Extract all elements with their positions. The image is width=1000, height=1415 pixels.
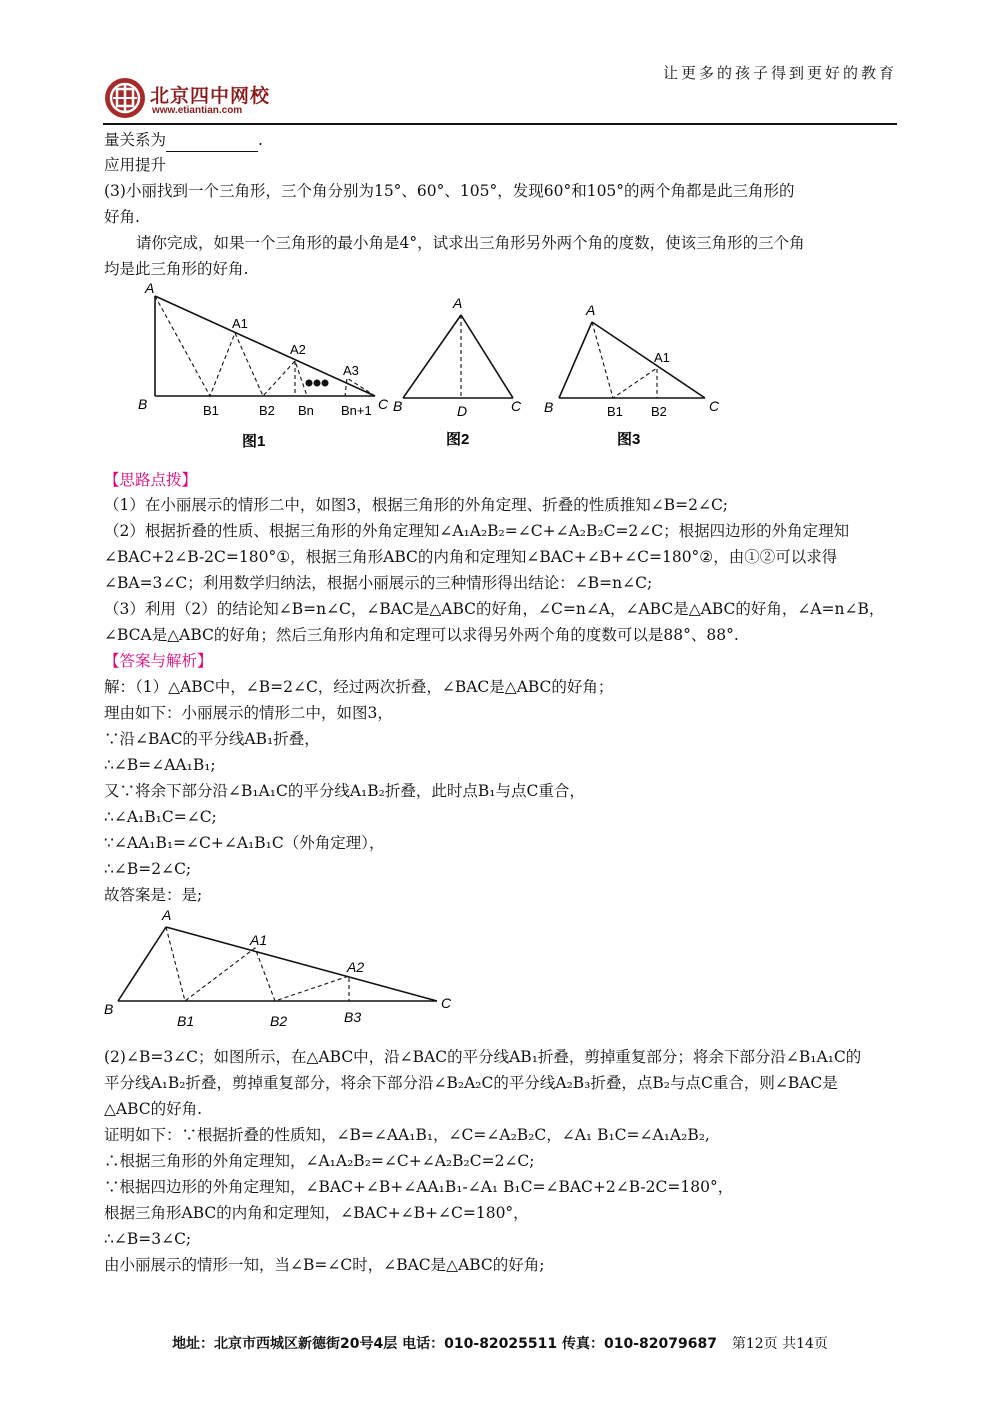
answer-line: ∴∠A₁B₁C=∠C; [104, 808, 217, 826]
logo-text: 北京四中网校 [150, 85, 271, 107]
footer-address: 地址：北京市西城区新德街20号4层 电话：010-82025511 传真：010-82079687 [172, 1336, 717, 1352]
header-divider [103, 123, 897, 125]
hint-line: ∠BA=3∠C；利用数学归纳法，根据小丽展示的三种情形得出结论：∠B=n∠C; [104, 574, 653, 592]
proof-line: 由小丽展示的情形一知，当∠B=∠C时，∠BAC是△ABC的好角; [104, 1256, 545, 1274]
hint-line: （2）根据折叠的性质、根据三角形的外角定理知∠A₁A₂B₂=∠C+∠A₂B₂C=2∠C；根据四边形的外角定理知 [104, 522, 850, 540]
label-B: B [393, 398, 403, 414]
label-Bn1: Bn+1 [341, 403, 372, 418]
text-line: 应用提升 [104, 156, 167, 174]
label-B1: B1 [607, 404, 623, 419]
text-line: 好角. [104, 208, 140, 226]
label-C: C [378, 396, 389, 412]
label-A: A [586, 302, 596, 318]
proof-line: ∴根据三角形的外角定理知，∠A₁A₂B₂=∠C+∠A₂B₂C=2∠C; [104, 1152, 535, 1170]
label-B: B [104, 1001, 114, 1017]
text-line: 量关系为 . [104, 128, 263, 152]
answer-line: 又∵将余下部分沿∠B₁A₁C的平分线A₁B₂折叠，此时点B₁与点C重合， [104, 782, 585, 800]
label-A: A [453, 295, 463, 311]
label-B1: B1 [203, 403, 219, 418]
proof-line: ∵根据四边形的外角定理知，∠BAC+∠B+∠AA₁B₁-∠A₁ B₁C=∠BAC+2∠B-2C=180°， [104, 1178, 734, 1196]
answer-line: 解：（1）△ABC中，∠B=2∠C，经过两次折叠，∠BAC是△ABC的好角； [104, 678, 614, 696]
label-B3: B3 [344, 1009, 362, 1025]
answer-line: ∵沿∠BAC的平分线AB₁折叠， [104, 730, 320, 748]
proof-line: 证明如下：∵根据折叠的性质知，∠B=∠AA₁B₁，∠C=∠A₂B₂C，∠A₁ B₁C=∠A₁A₂B₂, [104, 1126, 710, 1144]
label-Bn: Bn [298, 403, 314, 418]
proof-line: 根据三角形ABC的内角和定理知，∠BAC+∠B+∠C=180°， [104, 1204, 529, 1222]
answer-line: 故答案是：是; [104, 886, 203, 904]
label-B: B [544, 399, 554, 415]
label-B2: B2 [259, 403, 275, 418]
answer-blank [166, 135, 258, 152]
hint-line: ∠BCA是△ABC的好角；然后三角形内角和定理可以求得另外两个角的度数可以是88°、88°. [104, 626, 739, 644]
hint-line: （1）在小丽展示的情形二中，如图3，根据三角形的外角定理、折叠的性质推知∠B=2∠C; [104, 496, 729, 514]
label-B: B [138, 396, 148, 412]
logo-url: www.etiantian.com [152, 105, 243, 116]
answer-line: ∴∠B=∠AA₁B₁; [104, 756, 216, 774]
label-C: C [441, 995, 452, 1011]
answer-figure [100, 905, 470, 1030]
label-A: A [145, 280, 155, 296]
hint-line: （3）利用（2）的结论知∠B=n∠C，∠BAC是△ABC的好角，∠C=n∠A，∠ABC是△ABC的好角，∠A=n∠B， [104, 600, 885, 618]
answer-line: ∴∠B=2∠C; [104, 860, 192, 878]
figure-2 [393, 295, 522, 448]
hint-title: 【思路点拨】 [104, 471, 198, 489]
answer-line: ∵∠AA₁B₁=∠C+∠A₁B₁C（外角定理）， [104, 834, 385, 852]
label-C: C [709, 398, 720, 414]
figure-3 [544, 302, 720, 448]
proof-line: (2)∠B=3∠C；如图所示，在△ABC中，沿∠BAC的平分线AB₁折叠，剪掉重复部分；将余下部分沿∠B₁A₁C的 [104, 1048, 862, 1066]
page-footer [0, 1333, 1000, 1353]
text-line: (3)小丽找到一个三角形，三个角分别为15°、60°、105°，发现60°和105°的两个角都是此三角形的 [104, 182, 795, 200]
answer-title: 【答案与解析】 [104, 652, 213, 670]
label-B2: B2 [651, 404, 667, 419]
label-A2: A2 [347, 959, 365, 975]
header-slogan: 让更多的孩子得到更好的教育 [662, 64, 897, 82]
geometry-figures [135, 278, 755, 458]
figure-3-caption: 图3 [617, 431, 641, 448]
figure-2-caption: 图2 [446, 431, 470, 448]
label-D: D [457, 403, 468, 419]
footer-page-number: 第12页 共14页 [731, 1336, 828, 1352]
label-A1: A1 [654, 350, 670, 365]
label-A3: A3 [343, 363, 359, 378]
answer-line: 理由如下：小丽展示的情形二中，如图3， [104, 704, 393, 722]
text-line: 请你完成，如果一个三角形的最小角是4°，试求出三角形另外两个角的度数，使该三角形的三个角 [136, 234, 805, 252]
label-B2: B2 [270, 1013, 288, 1029]
label-A2: A2 [290, 342, 306, 357]
label-C: C [511, 398, 522, 414]
hint-line: ∠BAC+2∠B-2C=180°①，根据三角形ABC的内角和定理知∠BAC+∠B+∠C=180°②，由①②可以求得 [104, 548, 838, 566]
proof-line: △ABC的好角. [104, 1100, 203, 1118]
figure-1-caption: 图1 [242, 433, 266, 450]
figure-1 [138, 280, 389, 450]
label-A: A [162, 907, 172, 923]
proof-line: 平分线A₁B₂折叠，剪掉重复部分，将余下部分沿∠B₂A₂C的平分线A₂B₃折叠，点B₂与点C重合，则∠BAC是 [104, 1074, 838, 1092]
label-A1: A1 [250, 932, 268, 948]
label-B1: B1 [177, 1013, 195, 1029]
label-A1: A1 [232, 316, 248, 331]
text-line: 均是此三角形的好角. [104, 260, 249, 278]
proof-line: ∴∠B=3∠C; [104, 1230, 192, 1248]
